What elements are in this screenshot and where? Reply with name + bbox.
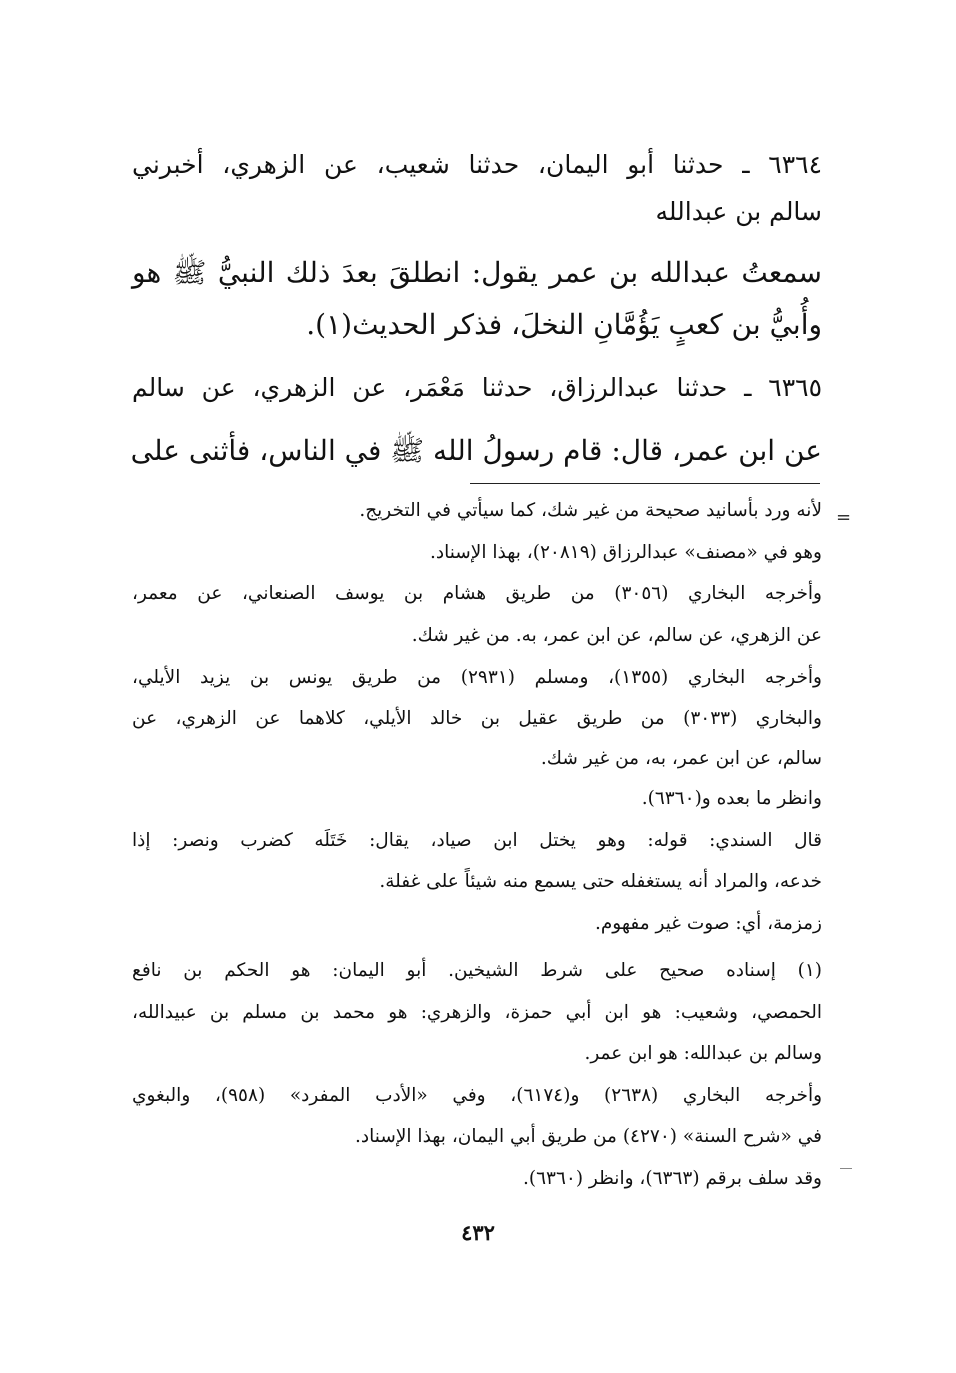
footnote-line: في «شرح السنة» (٤٢٧٠) من طريق أبي اليمان، بهذا الإسناد.	[355, 1126, 822, 1147]
footnote-line: وهو في «مصنف» عبدالرزاق (٢٠٨١٩)، بهذا الإسناد.	[429, 542, 822, 563]
footnote-line: وأخرجه البخاري (١٣٥٥)، ومسلم (٢٩٣١) من طريق يونس بن يزيد الأيلي،	[132, 667, 822, 688]
main-text-line: ٦٣٦٤ ـ حدثنا أبو اليمان، حدثنا شعيب، عن الزهري، أخبرني	[132, 150, 822, 179]
footnote-line: لأنه ورد بأسانيد صحيحة من غير شك، كما سيأتي في التخريج.	[359, 500, 822, 521]
footnote-separator	[470, 483, 820, 484]
main-text-line: وأُبيُّ بن كعبٍ يَؤُمَّانِ النخلَ، فذكر الحديث(١).	[306, 308, 822, 341]
page-number: ٤٣٢	[461, 1220, 495, 1245]
continuation-mark: =	[836, 507, 852, 528]
footnote-line: والبخاري (٣٠٣٣) من طريق عقيل بن خالد الأيلي، كلاهما عن الزهري، عن	[132, 708, 822, 729]
main-text-line: سمعتُ عبدالله بن عمر يقول: انطلقَ بعدَ ذلك النبيُّ ﷺ هو	[132, 256, 823, 289]
margin-mark	[840, 1168, 852, 1169]
main-text-line: سالم بن عبدالله	[655, 197, 822, 226]
footnote-line: الحمصي، وشعيب: هو ابن أبي حمزة، والزهري: هو محمد بن مسلم بن عبيدالله،	[132, 1002, 822, 1023]
footnote-line: خدعه، والمراد أنه يستغفله حتى يسمع منه شيئاً على غفلة.	[379, 871, 822, 892]
footnote-line: قال السندي: قوله: وهو يختل ابن صياد، يقال: خَتَلَه كضرب ونصر: إذا	[132, 830, 822, 851]
main-text-line: عن ابن عمر، قال: قام رسولُ الله ﷺ في الناس، فأثنى على	[130, 434, 822, 467]
footnote-line: وقد سلف برقم (٦٣٦٣)، وانظر (٦٣٦٠).	[522, 1168, 822, 1189]
footnote-line: عن الزهري، عن سالم، عن ابن عمر، به. من غير شك.	[411, 625, 822, 646]
footnote-line: زمزمة، أي: صوت غير مفهوم.	[594, 913, 822, 934]
footnote-line: وسالم بن عبدالله: هو ابن عمر.	[584, 1043, 822, 1064]
footnote-line: وأخرجه البخاري (٢٦٣٨) و(٦١٧٤)، وفي «الأدب المفرد» (٩٥٨)، والبغوي	[132, 1085, 823, 1106]
footnote-line: وانظر ما بعده و(٦٣٦٠).	[641, 788, 822, 809]
footnote-line: وأخرجه البخاري (٣٠٥٦) من طريق هشام بن يوسف الصنعاني، عن معمر،	[132, 583, 822, 604]
main-text-line: ٦٣٦٥ ـ حدثنا عبدالرزاق، حدثنا مَعْمَر، عن الزهري، عن سالم	[132, 373, 822, 402]
footnote-line: (١) إسناده صحيح على شرط الشيخين. أبو اليمان: هو الحكم بن نافع	[132, 960, 822, 981]
footnote-line: سالم، عن ابن عمر، به، من غير شك.	[540, 748, 822, 769]
